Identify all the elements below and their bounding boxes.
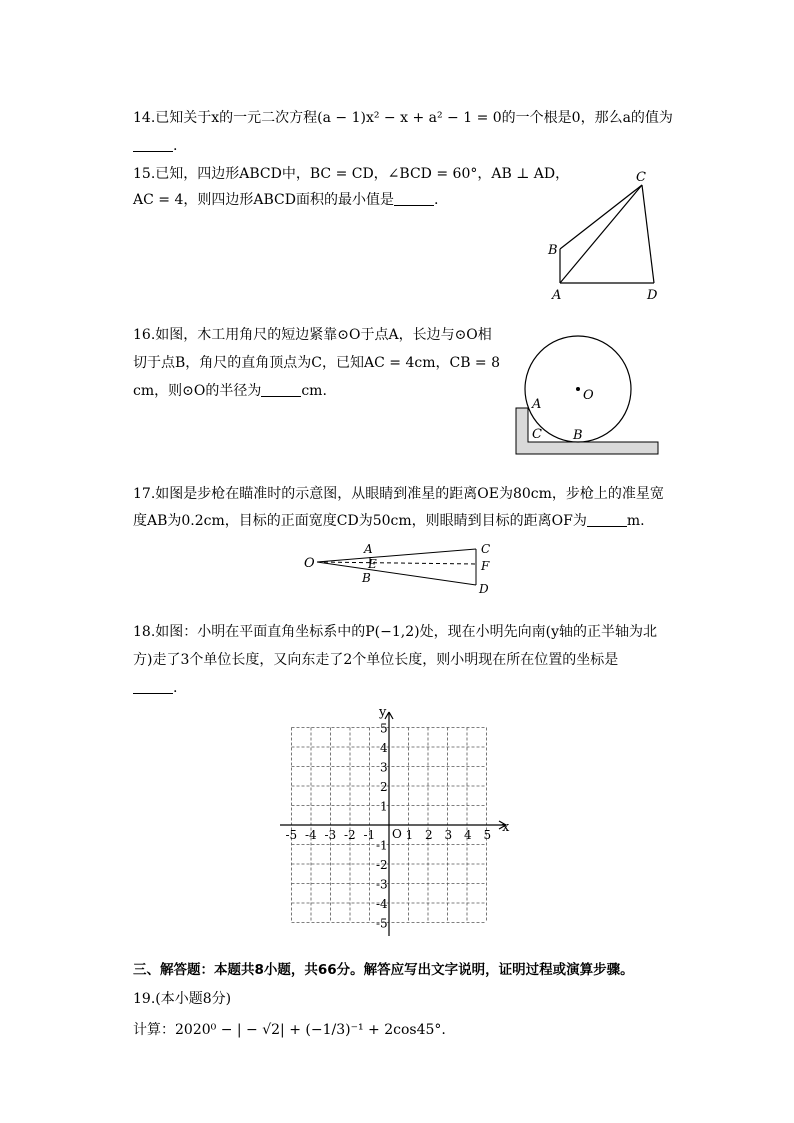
q14-answer-blank[interactable]: [133, 137, 173, 152]
x-tick-label: -4: [305, 828, 317, 842]
q16-line2: 切于点B，角尺的直角顶点为C，已知AC = 4cm，CB = 8: [133, 355, 501, 371]
y-axis-label: y: [379, 705, 387, 720]
q17-label-d: D: [479, 582, 489, 596]
q17-line-od: [317, 562, 476, 585]
y-tick-label: -4: [376, 897, 388, 911]
x-tick-label: 4: [464, 828, 472, 842]
q17-label-c: C: [481, 542, 491, 556]
q17-label-b: B: [362, 571, 371, 585]
q17-line2: 度AB为0.2cm，目标的正面宽度CD为50cm，则眼睛到目标的距离OF为 m.: [133, 513, 645, 529]
q18-line1: 18.如图：小明在平面直角坐标系中的P(−1,2)处，现在小明先向南(y轴的正半轴为北: [133, 624, 657, 640]
q18-line3: .: [133, 678, 177, 698]
y-tick-label: 2: [380, 780, 388, 794]
q15-diagonal-ac: [560, 185, 642, 283]
q15-label-c: C: [636, 170, 646, 185]
q16-answer-blank[interactable]: [261, 382, 301, 397]
q15-label-b: B: [548, 243, 558, 258]
q17-label-a: A: [364, 542, 373, 556]
q16-center-point: [576, 387, 580, 391]
q15-side-cd: [642, 185, 654, 283]
q17-rifle-aiming-figure: [300, 538, 500, 598]
q16-line1: 16.如图，木工用角尺的短边紧靠⊙O于点A，长边与⊙O相: [133, 327, 492, 343]
q15-label-a: A: [552, 288, 562, 303]
q15-quadrilateral-figure: [540, 165, 670, 305]
q19-title: 19.(本小题8分): [133, 991, 232, 1007]
x-tick-label: 3: [444, 828, 453, 842]
q15-answer-blank[interactable]: [394, 191, 434, 206]
q18-coordinate-grid: [280, 700, 520, 940]
q17-line-oc: [317, 549, 476, 562]
y-tick-label: 5: [380, 721, 388, 736]
y-tick-label: -5: [376, 916, 388, 931]
q16-label-a: A: [532, 397, 542, 412]
x-axis-label: x: [502, 820, 510, 835]
q16-circle-square-figure: [510, 330, 670, 460]
q16-label-o: O: [583, 388, 594, 403]
q17-label-f: F: [481, 559, 490, 573]
x-tick-label: 1: [405, 828, 414, 842]
q14-line1: 14.已知关于x的一元二次方程(a − 1)x² − x + a² − 1 = 0的一个根是0，那么a的值为: [133, 110, 673, 126]
y-tick-label: 1: [380, 799, 388, 814]
section3-heading: 三、解答题：本题共8小题，共66分。解答应写出文字说明，证明过程或演算步骤。: [133, 962, 634, 978]
x-tick-label: 5: [483, 828, 492, 842]
q17-line-of: [317, 562, 476, 564]
q17-label-o: O: [304, 556, 315, 571]
y-tick-label: 4: [380, 741, 388, 755]
q19-expression: 计算：2020⁰ − | − √2| + (−1/3)⁻¹ + 2cos45°.: [133, 1022, 446, 1038]
x-tick-label: -1: [363, 828, 376, 842]
q16-line3: cm，则⊙O的半径为 cm.: [133, 383, 327, 399]
q15-line1: 15.已知，四边形ABCD中，BC = CD，∠BCD = 60°，AB ⊥ AD，: [133, 166, 570, 182]
x-tick-label: -3: [324, 828, 337, 842]
x-tick-label: -5: [285, 828, 298, 842]
q16-label-c: C: [532, 427, 542, 442]
y-tick-label: -1: [376, 838, 388, 853]
q18-line2: 方)走了3个单位长度，又向东走了2个单位长度，则小明现在所在位置的坐标是: [133, 652, 619, 668]
q16-label-b: B: [573, 428, 583, 443]
x-tick-label: -2: [344, 828, 356, 842]
q14-line2: .: [133, 136, 177, 156]
x-tick-label: 2: [425, 828, 433, 842]
q18-answer-blank[interactable]: [133, 679, 173, 694]
y-tick-label: -3: [376, 877, 388, 892]
y-tick-label: -2: [376, 858, 388, 872]
q17-label-e: E: [368, 557, 377, 571]
q17-answer-blank[interactable]: [587, 512, 627, 527]
q15-side-bc: [560, 185, 642, 249]
origin-label: O: [392, 827, 402, 841]
q15-label-d: D: [647, 288, 658, 303]
q15-line2: AC = 4，则四边形ABCD面积的最小值是 .: [133, 192, 439, 208]
q17-line1: 17.如图是步枪在瞄准时的示意图，从眼睛到准星的距离OE为80cm，步枪上的准星宽: [133, 486, 664, 502]
y-tick-label: 3: [380, 760, 388, 775]
